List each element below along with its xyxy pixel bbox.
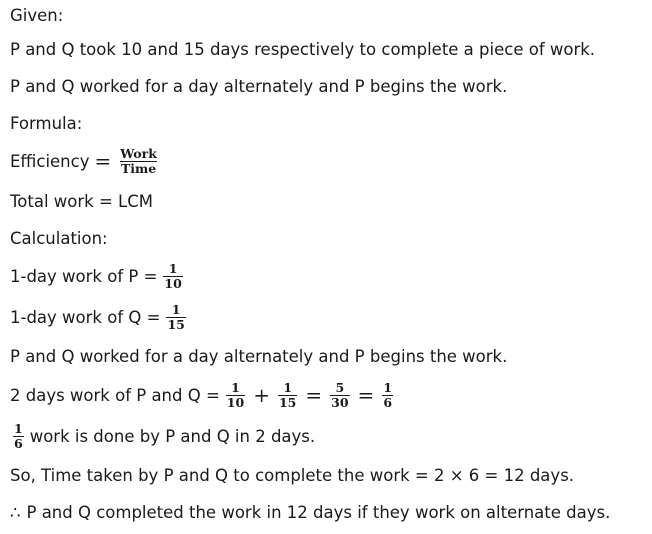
formula-heading	[10, 108, 82, 138]
fraction-1-15	[278, 381, 297, 408]
equals-sign: =	[94, 149, 112, 173]
fraction-denominator: 6	[383, 394, 393, 410]
fraction-denominator: 6	[14, 435, 23, 451]
fraction-1-6	[382, 381, 393, 408]
fraction-numerator: 1	[383, 380, 393, 396]
time-taken-line	[10, 460, 574, 490]
time-taken-text: So, Time taken by P and Q to complete the work = 2 × 6 = 12 days.	[10, 465, 575, 485]
plus-sign: +	[253, 383, 270, 407]
q-work-line	[10, 302, 189, 332]
fraction-numerator: 1	[168, 261, 178, 277]
fraction-5-30	[330, 381, 349, 408]
therefore-icon: ∴	[10, 502, 21, 522]
work-done-text: work is done by P and Q in 2 days.	[29, 426, 316, 446]
given-line-1-text: P and Q took 10 and 15 days respectively to complete a piece of work.	[10, 39, 596, 59]
fraction-numerator: 1	[283, 380, 293, 396]
two-days-line	[10, 380, 396, 410]
given-line-2-text: P and Q worked for a day alternately and P begins the work.	[10, 76, 508, 96]
efficiency-formula	[10, 146, 161, 176]
fraction-numerator: Work	[120, 146, 157, 162]
given-line-1	[10, 34, 595, 64]
p-work-fraction	[163, 262, 182, 289]
fraction-denominator: 15	[167, 316, 185, 332]
p-work-label: 1-day work of P =	[10, 266, 158, 286]
given-line-2	[10, 71, 507, 101]
calculation-heading-text: Calculation:	[10, 228, 108, 248]
work-over-time-fraction	[119, 147, 158, 174]
equals-sign: =	[357, 383, 375, 407]
fraction-denominator: 10	[226, 394, 245, 410]
fraction-denominator: 10	[164, 275, 182, 291]
fraction-numerator: 5	[335, 380, 345, 396]
equals-sign: =	[305, 383, 323, 407]
given-heading	[10, 0, 63, 30]
alternate-line	[10, 341, 507, 371]
two-days-label: 2 days work of P and Q =	[10, 385, 220, 405]
fraction-1-6	[13, 422, 24, 449]
q-work-fraction	[166, 303, 185, 330]
fraction-denominator: 15	[278, 394, 297, 410]
total-work-text: Total work = LCM	[10, 191, 153, 211]
conclusion-line	[10, 497, 610, 527]
p-work-line	[10, 261, 186, 291]
fraction-1-10	[226, 381, 245, 408]
fraction-numerator: 1	[14, 421, 23, 437]
work-done-line	[10, 421, 315, 451]
formula-heading-text: Formula:	[10, 113, 83, 133]
alternate-text: P and Q worked for a day alternately and P begins the work.	[10, 346, 508, 366]
conclusion-text: P and Q completed the work in 12 days if they work on alternate days.	[26, 502, 611, 522]
total-work-line	[10, 186, 153, 216]
calculation-heading	[10, 223, 108, 253]
fraction-numerator: 1	[231, 380, 240, 396]
q-work-label: 1-day work of Q =	[10, 307, 161, 327]
fraction-numerator: 1	[171, 302, 181, 318]
fraction-denominator: 30	[331, 394, 349, 410]
efficiency-label: Efficiency	[10, 151, 90, 171]
given-heading-text: Given:	[10, 5, 64, 25]
fraction-denominator: Time	[120, 160, 157, 176]
